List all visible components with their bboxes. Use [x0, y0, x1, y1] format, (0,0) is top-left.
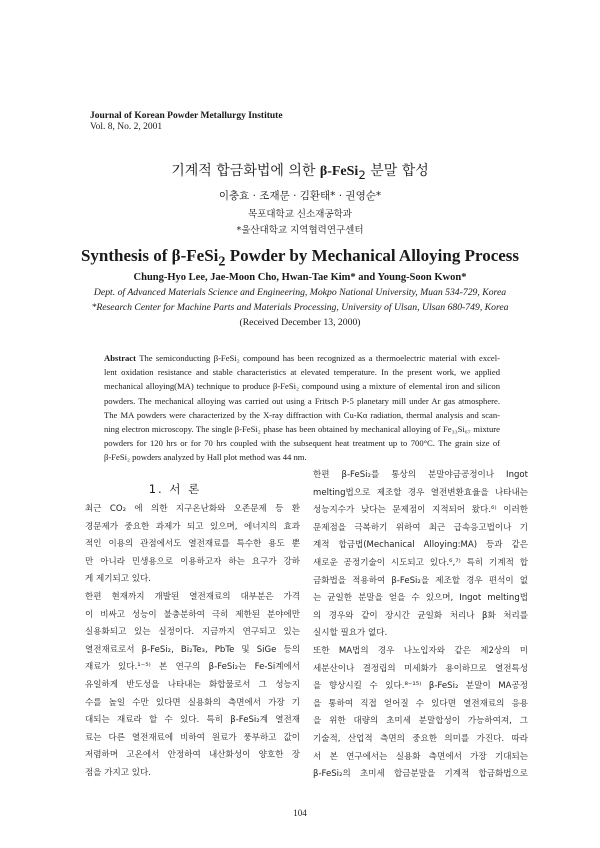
- text-line: 이 비싸고 성능이 불충분하여 극히 제한된 분야에만: [85, 609, 300, 620]
- text-line: 세분산이나 결정립의 미세화가 용이하므로 열전특성: [313, 663, 528, 674]
- text-line: 한편 β-FeSi₂를 통상의 분말야금공정이나 Ingot: [313, 470, 528, 480]
- journal-volume: Vol. 8, No. 2, 2001: [90, 122, 163, 132]
- text-line: 열전재료로서 β-FeSi₂, Bi₂Te₃, PbTe 및 SiGe 등의: [85, 644, 300, 655]
- text-line: 경문제가 중요한 과제가 되고 있으며, 에너지의 효과: [85, 521, 300, 532]
- text-line: 수를 높일 수만 있다면 실용화의 측면에서 가장 기: [85, 697, 300, 708]
- korean-authors: 이충효 · 조재문 · 김환태* · 권영순*: [218, 190, 382, 202]
- text-line: 실용화되고 있는 실정이다. 지금까지 연구되고 있는: [85, 627, 300, 638]
- text-line: 적인 이용의 관점에서도 열전재료를 특수한 용도 뿐: [85, 539, 300, 550]
- page-number: 104: [293, 808, 307, 818]
- abstract-line: ning electron microscopy. The single β-FeSi₂ phase has been obtained by mechanical alloying of Fe₃₃Si₆₇ mixture: [104, 424, 500, 435]
- text-line: 문제점을 극복하기 위하여 최근 급속응고법이나 기: [313, 522, 528, 533]
- text-line: 의 경우와 같이 장시간 균일화 처리나 β화 처리를: [313, 610, 528, 621]
- english-title: [0, 246, 600, 270]
- english-title-sub: 2: [218, 253, 226, 270]
- korean-title-pre: 기계적 합금화법에 의한: [171, 163, 320, 179]
- abstract-line: powders for 120 hrs or for 70 hrs coupled with the subsequent heat treatment up to 700°C. The grain size of: [104, 438, 500, 449]
- text-line: 을 통하여 직접 얻어질 수 있다면 열전재료의 응용: [313, 698, 528, 709]
- korean-title: [0, 160, 600, 182]
- text-line: 을 향상시킬 수 있다.⁸⁻¹⁵⁾ β-FeSi₂ 분말이 MA공정: [313, 681, 528, 692]
- section-heading-introduction: 1. 서 론: [148, 482, 202, 496]
- text-line: 금화법을 적용하여 β-FeSi₂을 제조할 경우 편석이 없: [313, 575, 528, 586]
- english-affiliation-1: Dept. of Advanced Materials Science and Engineering, Mokpo National University, Muan 534-729, Korea: [93, 287, 507, 298]
- korean-affiliation-1: 목포대학교 신소재공학과: [248, 209, 352, 220]
- english-title-post: Powder by Mechanical Alloying Process: [225, 246, 520, 265]
- text-line: 실시할 필요가 없다.: [313, 628, 388, 639]
- text-line: β-FeSi₂의 초미세 합금분말을 기계적 합금화법으로: [313, 769, 528, 780]
- left-column-text: [85, 501, 300, 783]
- journal-title: Journal of Korean Powder Metallurgy Institute: [90, 111, 283, 121]
- abstract-block: [104, 351, 500, 465]
- text-line: 만 아니라 민생용으로 이용하고자 하는 요구가 강하: [85, 556, 300, 567]
- abstract-line: mechanical alloying(MA) technique to produce β-FeSi₂ compound using a mixture of elemental iron and silicon: [104, 381, 500, 392]
- text-line: 기술적, 산업적 측면의 중요한 의미를 가진다. 따라: [313, 733, 528, 744]
- abstract-label: Abstract: [104, 353, 136, 363]
- abstract-line: powders. The mechanical alloying was carried out using a Fritsch P-5 planetary mill under Ar gas atmosphere.: [104, 395, 500, 406]
- abstract-line: Abstract The semiconducting β-FeSi₂ compound has been recognized as a thermoelectric material with excel-: [104, 353, 500, 363]
- korean-title-sub: 2: [358, 167, 366, 182]
- text-line: 게 제기되고 있다.: [85, 574, 151, 585]
- korean-title-beta: β-FeSi: [319, 164, 359, 179]
- text-line: 서 본 연구에서는 실용화 측면에서 가장 기대되는: [313, 751, 528, 762]
- text-line: 대되는 재료라 할 수 있다. 특히 β-FeSi₂계 열전재: [85, 715, 300, 726]
- text-line: 점을 가지고 있다.: [85, 767, 151, 778]
- text-line: 또한 MA법의 경우 나노입자와 같은 제2상의 미: [313, 645, 528, 656]
- abstract-line: The MA powders were characterized by the X-ray diffraction with Cu-Kα radiation, thermal analysis and scan-: [104, 409, 500, 420]
- text-line: melting법으로 제조할 경우 열전변환효율을 나타내는: [313, 487, 528, 498]
- abstract-line: β-FeSi₂ powders analyzed by Hall plot method was 44 nm.: [104, 452, 307, 463]
- english-affiliation-2: *Research Center for Machine Parts and Materials Processing, University of Ulsan, Ulsan 680-749, Korea: [91, 302, 509, 313]
- english-title-pre: Synthesis of β-FeSi: [80, 246, 219, 265]
- text-line: 계적 합금법(Mechanical Alloying:MA) 등과 같은: [313, 540, 528, 551]
- abstract-line: lent oxidation resistance and stable characteristics at elevated temperature. In the present work, we applied: [104, 367, 500, 378]
- text-line: 료는 다른 열전재료에 비하여 원료가 풍부하고 값이: [85, 732, 300, 743]
- text-line: 저렴하며 고온에서 안정하여 내산화성이 양호한 장: [85, 750, 300, 761]
- text-line: 유일하게 반도성을 나타내는 화합물로서 그 성능지: [85, 679, 300, 690]
- text-line: 한편 현재까지 개발된 열전재료의 대부분은 가격: [85, 591, 300, 602]
- received-date: (Received December 13, 2000): [239, 317, 361, 328]
- right-column-text: [313, 467, 528, 784]
- text-line: 을 위한 대량의 초미세 분말합성이 가능하여져, 그: [313, 716, 528, 727]
- text-line: 성능지수가 낮다는 문제점이 지적되어 왔다.⁶⁾ 이러한: [313, 505, 528, 516]
- korean-title-post: 분말 합성: [365, 163, 429, 179]
- text-line: 새로운 공정기술이 시도되고 있다.⁶,⁷⁾ 특히 기계적 합: [313, 557, 528, 568]
- english-authors: Chung-Hyo Lee, Jae-Moon Cho, Hwan-Tae Kim* and Young-Soon Kwon*: [133, 272, 467, 283]
- text-line: 는 균일한 분말을 얻을 수 있으며, Ingot melting법: [313, 593, 528, 604]
- text-line: 재료가 있다.¹⁻⁵⁾ 본 연구의 β-FeSi₂는 Fe-Si계에서: [85, 662, 300, 673]
- journal-header: [90, 111, 283, 133]
- text-line: 최근 CO₂ 에 의한 지구온난화와 오존문제 등 환: [85, 504, 300, 514]
- korean-affiliation-2: *울산대학교 지역협력연구센터: [236, 225, 364, 236]
